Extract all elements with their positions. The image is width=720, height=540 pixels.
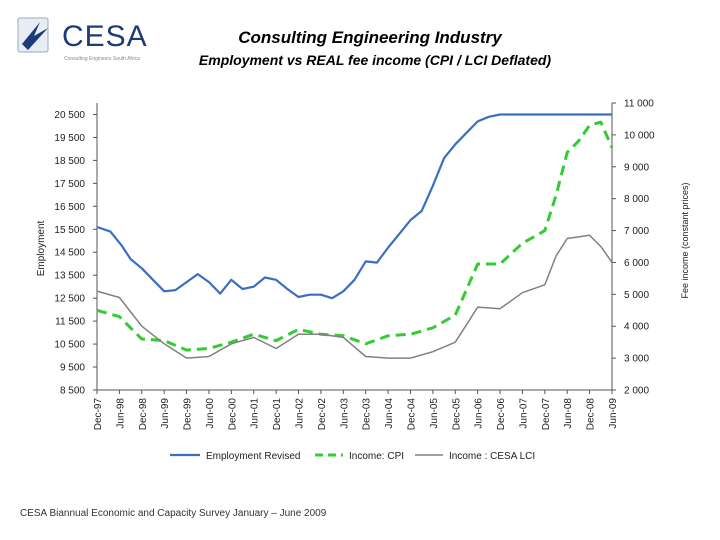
left-tick-label: 8 500 xyxy=(59,385,85,397)
right-tick-label: 3 000 xyxy=(624,353,650,365)
x-tick-label: Jun-01 xyxy=(249,398,261,429)
x-tick-label: Dec-02 xyxy=(316,398,328,431)
left-tick-label: 14 500 xyxy=(54,247,85,259)
x-tick-label: Dec-06 xyxy=(496,398,508,431)
x-tick-label: Jun-06 xyxy=(473,398,485,429)
left-axis-title: Employment xyxy=(36,220,47,277)
x-tick-label: Dec-01 xyxy=(272,398,284,431)
x-tick-label: Jun-00 xyxy=(204,398,216,429)
left-tick-label: 11 500 xyxy=(55,316,85,328)
x-tick-label: Dec-07 xyxy=(540,398,552,431)
x-tick-label: Dec-08 xyxy=(585,398,597,431)
right-tick-label: 7 000 xyxy=(624,226,650,238)
x-tick-label: Jun-08 xyxy=(563,398,575,429)
x-tick-label: Jun-03 xyxy=(339,398,351,429)
x-tick-label: Dec-05 xyxy=(451,398,463,431)
x-tick-label: Jun-04 xyxy=(384,398,396,429)
right-tick-label: 2 000 xyxy=(624,385,650,397)
logo-text: CESA xyxy=(62,20,148,53)
x-tick-label: Jun-99 xyxy=(160,398,172,429)
left-tick-label: 15 500 xyxy=(54,224,85,236)
footer-note: CESA Biannual Economic and Capacity Survey January – June 2009 xyxy=(20,508,327,519)
x-tick-label: Jun-07 xyxy=(518,398,530,429)
left-tick-label: 18 500 xyxy=(54,155,85,167)
x-tick-label: Jun-05 xyxy=(428,398,440,429)
page-title: Consulting Engineering Industry xyxy=(238,28,502,47)
left-tick-label: 20 500 xyxy=(54,109,85,121)
series-line-1 xyxy=(97,122,612,350)
left-tick-label: 10 500 xyxy=(54,339,85,351)
right-tick-label: 9 000 xyxy=(624,162,650,174)
left-tick-label: 16 500 xyxy=(54,201,85,213)
series-layer xyxy=(97,115,612,359)
x-tick-label: Dec-04 xyxy=(406,398,418,431)
right-tick-label: 11 000 xyxy=(624,98,654,110)
left-tick-label: 13 500 xyxy=(54,270,85,282)
right-tick-label: 4 000 xyxy=(624,321,650,333)
x-tick-label: Jun-09 xyxy=(608,398,619,429)
x-tick-label: Jun-02 xyxy=(294,398,306,429)
x-tick-label: Dec-97 xyxy=(93,398,104,431)
x-tick-label: Dec-98 xyxy=(137,398,149,431)
right-tick-label: 6 000 xyxy=(624,257,650,269)
series-line-0 xyxy=(97,115,612,299)
legend-label-2: Income : CESA LCI xyxy=(449,451,536,462)
x-tick-label: Dec-99 xyxy=(182,398,194,431)
left-tick-label: 17 500 xyxy=(54,178,85,190)
right-tick-label: 10 000 xyxy=(624,130,655,142)
left-tick-label: 12 500 xyxy=(54,293,85,305)
x-tick-label: Dec-00 xyxy=(227,398,239,431)
legend-label-1: Income: CPI xyxy=(349,451,405,462)
legend-label-0: Employment Revised xyxy=(206,451,301,462)
right-axis-title: Fee income (constant prices) xyxy=(680,182,690,299)
legend xyxy=(170,451,535,462)
x-tick-label: Jun-98 xyxy=(115,398,127,429)
logo-tagline: Consulting Engineers South Africa xyxy=(64,56,140,62)
page-subtitle: Employment vs REAL fee income (CPI / LCI Deflated) xyxy=(198,52,552,68)
x-tick-label: Dec-03 xyxy=(361,398,373,431)
right-tick-label: 5 000 xyxy=(624,289,650,301)
left-tick-label: 19 500 xyxy=(54,132,85,144)
left-tick-label: 9 500 xyxy=(59,362,85,374)
right-tick-label: 8 000 xyxy=(624,194,650,206)
